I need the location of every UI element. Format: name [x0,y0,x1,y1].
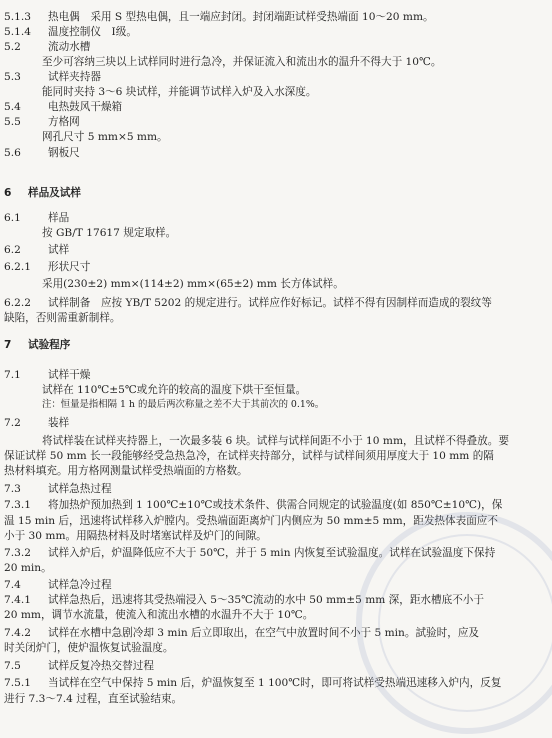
line-text: 缺陷，否则需重新制样。 [4,312,121,324]
clause-text: 试样反复冷热交替过程 [48,660,154,672]
line-text: 试样在 110℃±5℃或允许的较高的温度下烘干至恒量。 [42,384,307,396]
clause-text: 形状尺寸 [48,261,91,273]
section-title: 试验程序 [28,339,71,351]
clause-text: 当试样在空气中保持 5 min 后，炉温恢复至 1 100℃时，即可将试样受热端迅速移入炉内，反复 [48,677,502,689]
clause-number: 7.1 [4,369,21,381]
clause-number: 6.1 [4,212,21,224]
line-text: 能同时夹持 3～6 块试样，并能调节试样入炉及入水深度。 [42,86,317,98]
line-text: 热材料填充。用方格网测量试样受热端面的方格数。 [4,465,248,477]
clause-number: 5.4 [4,101,21,113]
line-text: 按 GB/T 17617 规定取样。 [42,227,177,239]
section-number: 6 [4,187,12,199]
clause-text: 试样夹持器 [48,71,101,83]
clause-text: 将加热炉预加热到 1 100℃±10℃或技术条件、供需合同规定的试验温度(如 850℃±10℃)，保 [48,499,503,511]
clause-number: 5.5 [4,116,21,128]
clause-number: 5.3 [4,71,21,83]
clause-text: 试样干燥 [48,369,91,381]
clause-text: 温度控制仪 Ⅰ级。 [48,26,137,38]
clause-number: 7.5 [4,660,21,672]
clause-number: 7.4.2 [4,627,31,639]
section-number: 7 [4,339,12,351]
clause-text: 试样入炉后，炉温降低应不大于 50℃，并于 5 min 内恢复至试验温度。试样在试验温度下保持 [48,547,496,559]
clause-number: 5.6 [4,147,21,159]
clause-text: 钢板尺 [48,147,80,159]
line-text: 至少可容纳三块以上试样同时进行急冷，并保证流入和流出水的温升不得大于 10℃。 [42,56,442,68]
line-text: 采用(230±2) mm×(114±2) mm×(65±2) mm 长方体试样。 [42,278,344,290]
line-text: 注：恒量是指相隔 1 h 的最后两次称量之差不大于其前次的 0.1%。 [42,399,325,410]
clause-text: 试样急冷过程 [48,579,112,591]
clause-number: 6.2.2 [4,297,31,309]
clause-text: 样品 [48,212,70,224]
line-text: 温 15 min 后，迅速将试样移入炉膛内。受热端面距离炉门内侧应为 50 mm±5 mm，距发热体表面应不 [4,515,498,527]
line-text: 保证试样 50 mm 长一段能够经受急热急冷，在试样夹持部分，试样与试样间须用厚度大于 10 mm 的隔 [4,450,494,462]
clause-text: 电热鼓风干燥箱 [48,101,123,113]
clause-text: 试样 [48,244,70,256]
line-text: 时关闭炉门，使炉温恢复试验温度。 [4,642,174,654]
clause-text: 流动水槽 [48,41,91,53]
clause-number: 7.3 [4,483,21,495]
clause-number: 7.3.1 [4,499,31,511]
clause-number: 6.2 [4,244,21,256]
line-text: 小于 30 mm。用隔热材料及时堵塞试样及炉门的间隙。 [4,530,267,542]
clause-text: 试样制备 应按 YB/T 5202 的规定进行。试样应作好标记。试样不得有因制样而造成的裂纹等 [48,297,492,309]
line-text: 20 mm，调节水流量，使流入和流出水槽的水温升不大于 10℃。 [4,609,314,621]
clause-number: 7.3.2 [4,547,31,559]
clause-text: 试样急热后，迅速将其受热端浸入 5～35℃流动的水中 50 mm±5 mm 深，距水槽底不小于 [48,594,484,606]
clause-number: 5.1.3 [4,11,31,23]
line-text: 进行 7.3～7.4 过程，直至试验结束。 [4,693,183,705]
clause-number: 6.2.1 [4,261,31,273]
clause-text: 方格网 [48,116,80,128]
clause-number: 7.5.1 [4,677,31,689]
line-text: 网孔尺寸 5 mm×5 mm。 [42,131,168,143]
clause-number: 5.1.4 [4,26,31,38]
clause-number: 7.4.1 [4,594,31,606]
line-text: 将试样装在试样夹持器上，一次最多装 6 块。试样与试样间距不小于 10 mm，且试样不得叠放。要 [42,435,509,447]
clause-text: 试样在水槽中急剧冷却 3 min 后立即取出，在空气中放置时间不小于 5 min。試验时，应及 [48,627,480,639]
section-title: 样品及试样 [28,187,81,199]
clause-text: 试样急热过程 [48,483,112,495]
clause-number: 7.2 [4,417,21,429]
line-text: 20 min。 [4,562,52,574]
clause-text: 装样 [48,417,70,429]
clause-number: 7.4 [4,579,21,591]
clause-number: 5.2 [4,41,21,53]
clause-text: 热电偶 采用 S 型热电偶，且一端应封闭。封闭端距试样受热端面 10～20 mm。 [48,11,434,23]
